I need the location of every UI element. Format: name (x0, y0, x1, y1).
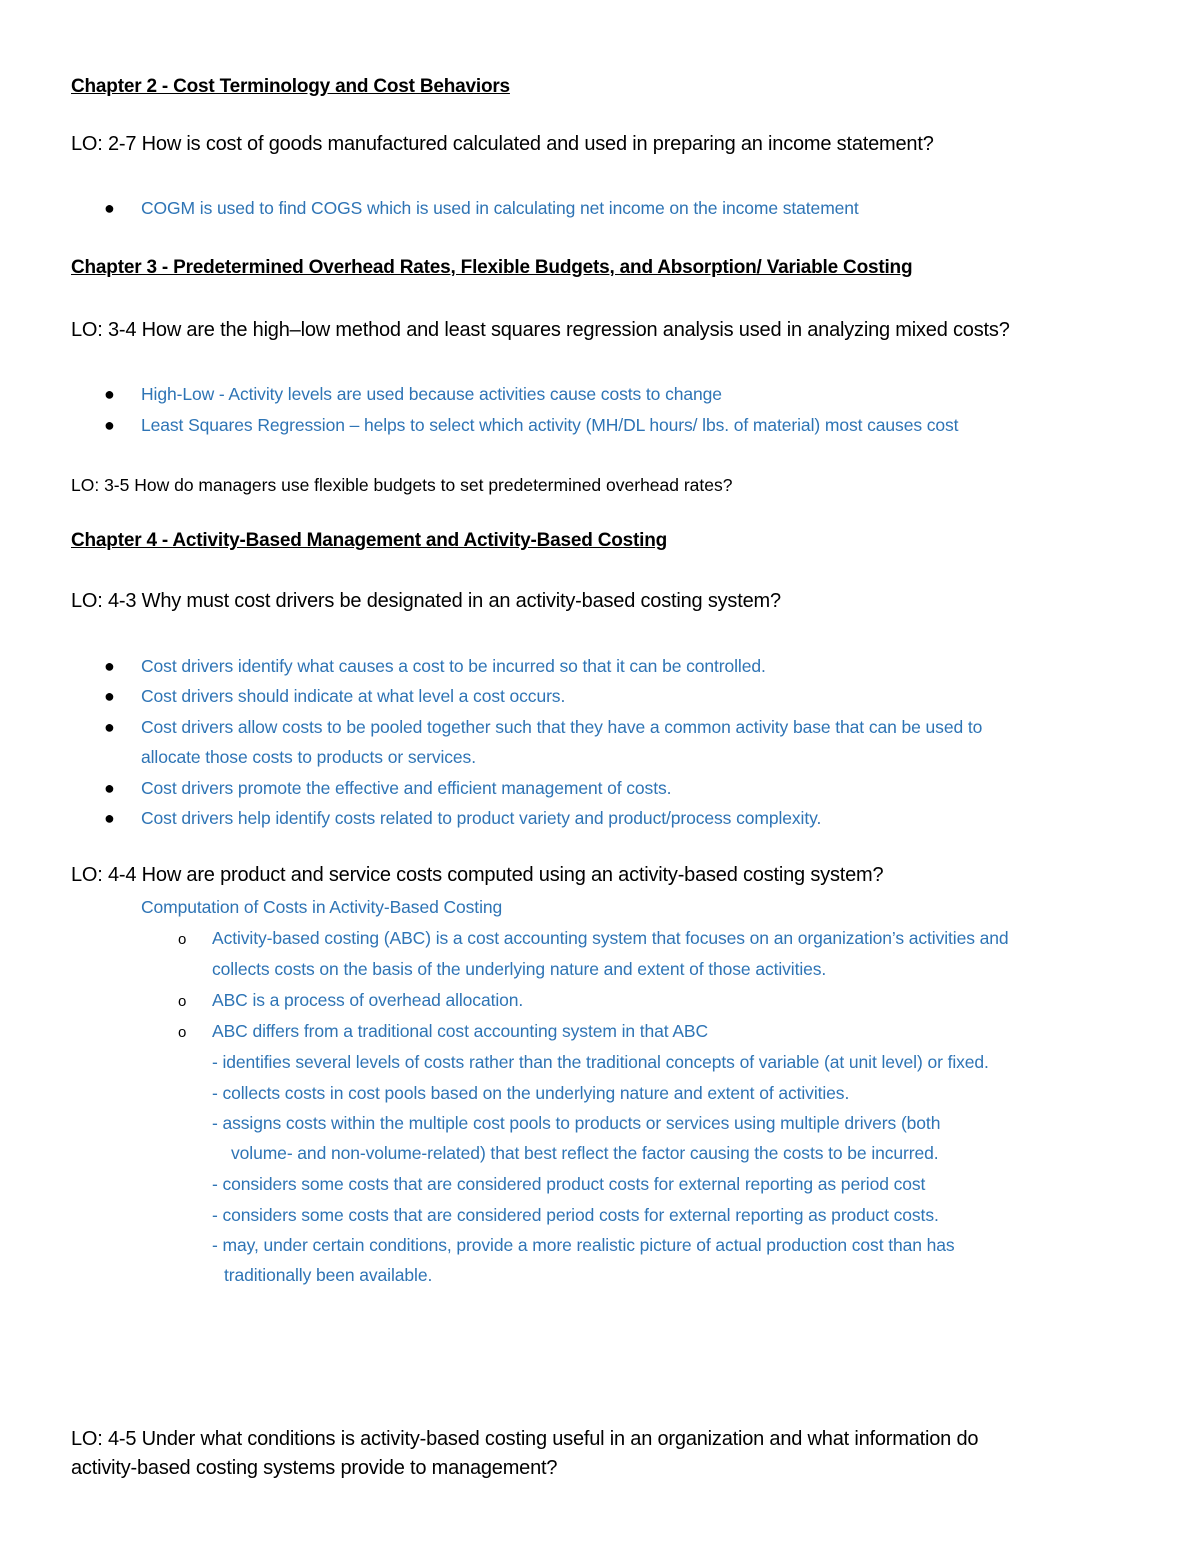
circle-bullet-icon: o (178, 993, 187, 1010)
bullet-icon: ● (104, 778, 115, 798)
lo-4-4-dash-item: - may, under certain conditions, provide a more realistic picture of actual production cost than has (212, 1235, 955, 1255)
circle-bullet-icon: o (178, 931, 187, 948)
lo-4-4-point: Activity-based costing (ABC) is a cost accounting system that focuses on an organization’s activities and (212, 928, 1009, 948)
bullet-icon: ● (104, 686, 115, 706)
lo-3-4-answer: High-Low - Activity levels are used because activities cause costs to change (141, 384, 722, 404)
bullet-icon: ● (104, 415, 115, 435)
lo-4-4-point-continued: collects costs on the basis of the underlying nature and extent of those activities. (212, 959, 827, 979)
lo-4-3-question: LO: 4-3 Why must cost drivers be designated in an activity-based costing system? (71, 590, 781, 612)
lo-4-4-dash-item: - considers some costs that are considered period costs for external reporting as product costs. (212, 1205, 939, 1225)
lo-4-3-answer: Cost drivers help identify costs related to product variety and product/process complexity. (141, 808, 822, 828)
lo-4-4-dash-item: - identifies several levels of costs rather than the traditional concepts of variable (at unit level) or fixed. (212, 1052, 989, 1072)
lo-4-3-answer: Cost drivers identify what causes a cost to be incurred so that it can be controlled. (141, 656, 766, 676)
lo-4-3-answer: Cost drivers allow costs to be pooled together such that they have a common activity base that can be used to (141, 717, 983, 737)
lo-4-4-point: ABC is a process of overhead allocation. (212, 990, 524, 1010)
bullet-icon: ● (104, 198, 115, 218)
chapter-4-heading: Chapter 4 - Activity-Based Management and Activity-Based Costing (71, 530, 668, 551)
lo-4-4-dash-item: - considers some costs that are considered product costs for external reporting as period cost (212, 1174, 926, 1194)
lo-4-3-answer: Cost drivers promote the effective and efficient management of costs. (141, 778, 672, 798)
bullet-icon: ● (104, 717, 115, 737)
lo-2-7-answer: COGM is used to find COGS which is used in calculating net income on the income statement (141, 198, 859, 218)
bullet-icon: ● (104, 808, 115, 828)
lo-4-4-dash-item-continued: traditionally been available. (224, 1265, 433, 1285)
lo-3-4-question: LO: 3-4 How are the high–low method and least squares regression analysis used in analyzing mixed costs? (71, 319, 1010, 341)
lo-4-4-point: ABC differs from a traditional cost accounting system in that ABC (212, 1021, 709, 1041)
bullet-icon: ● (104, 384, 115, 404)
lo-4-5-question-continued: activity-based costing systems provide to management? (71, 1457, 558, 1479)
lo-4-4-question: LO: 4-4 How are product and service costs computed using an activity-based costing system? (71, 864, 884, 886)
chapter-3-heading: Chapter 3 - Predetermined Overhead Rates, Flexible Budgets, and Absorption/ Variable Costing (71, 257, 913, 278)
lo-4-5-question: LO: 4-5 Under what conditions is activity-based costing useful in an organization and what information do (71, 1428, 979, 1450)
bullet-icon: ● (104, 656, 115, 676)
lo-4-4-dash-item-continued: volume- and non-volume-related) that best reflect the factor causing the costs to be incurred. (231, 1143, 939, 1163)
lo-4-4-dash-item: - assigns costs within the multiple cost pools to products or services using multiple drivers (both (212, 1113, 941, 1133)
lo-3-4-answer: Least Squares Regression – helps to select which activity (MH/DL hours/ lbs. of material) most causes cost (141, 415, 959, 435)
lo-4-4-subheading: Computation of Costs in Activity-Based Costing (141, 897, 503, 917)
lo-4-3-answer: Cost drivers should indicate at what level a cost occurs. (141, 686, 566, 706)
lo-2-7-question: LO: 2-7 How is cost of goods manufactured calculated and used in preparing an income statement? (71, 133, 934, 155)
chapter-2-heading: Chapter 2 - Cost Terminology and Cost Behaviors (71, 76, 510, 97)
circle-bullet-icon: o (178, 1024, 187, 1041)
lo-3-5-question: LO: 3-5 How do managers use flexible budgets to set predetermined overhead rates? (71, 475, 733, 495)
lo-4-4-dash-item: - collects costs in cost pools based on the underlying nature and extent of activities. (212, 1083, 850, 1103)
lo-4-3-answer-continued: allocate those costs to products or services. (141, 747, 476, 767)
